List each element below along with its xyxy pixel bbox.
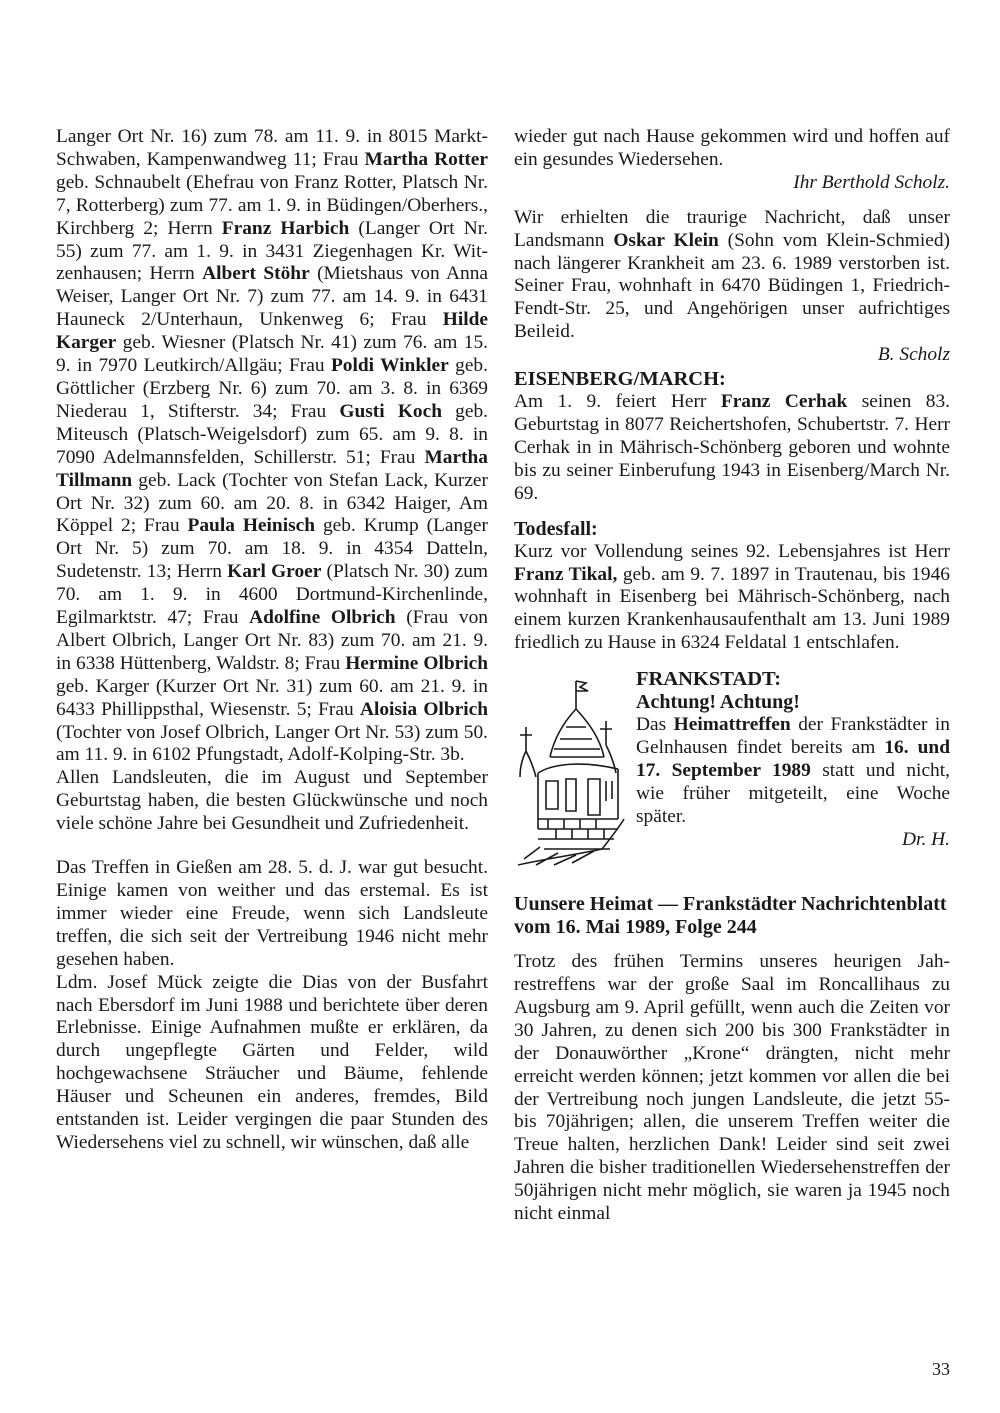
closing-signature: Ihr Berthold Scholz.: [793, 171, 950, 193]
church-tower-illustration: [514, 669, 628, 869]
page-number: 33: [932, 1359, 950, 1379]
text-run: (Platsch Nr. 30) zum 70. am 1. 9. in 4600 Dortmund-Kirchenlinde, Egilmarktstr. 47; Frau: [56, 561, 488, 629]
slides-report: Ldm. Josef Mück zeigte die Dias von der Busfahrt nach Ebersdorf im Juni 1988 und berichtete über deren Erlebnisse. Einige Aufnahmen mußte er erklären, da durch ungepflegte Gärten und Felder, wild hochgewachsene Sträucher und Bäume, fehlende Häuser und Scheunen ein anderes, fremdes, Bild entstanden ist. Leider vergingen die paar Stunden des Wiedersehens viel zu schnell, wir wünschen, daß alle: [56, 971, 488, 1153]
bold-name: Gusti Koch: [339, 400, 442, 422]
text-run: (Tochter von Josef Olbrich, Langer Ort Nr. 53) zum 50. am 11. 9. in 6102 Pfungstadt, Adolf-Kolping-Str. 3b.: [56, 721, 488, 766]
closing-paragraph: wieder gut nach Hause gekommen wird und hoffen auf ein gesundes Wiedersehen.: [514, 126, 950, 170]
bold-name: Oskar Klein: [613, 229, 719, 251]
birthday-list: [56, 126, 488, 767]
frankstadt-block: [514, 667, 950, 872]
text-run: geb. Schnaubelt (Ehefrau von Franz Rotter, Platsch Nr. 7, Rotterberg) zum 77. am 1. 9. in Büdingen/Oberhers., Kirchberg 2; Herrn: [56, 171, 488, 239]
bold-name: Albert Stöhr: [202, 263, 310, 285]
bold-name: Hermine Olbrich: [345, 652, 489, 674]
spacer: [56, 836, 488, 857]
bold-name: 16. und 17. September 1989: [636, 737, 950, 781]
frankstadt-attention: Achtung! Achtung!: [636, 691, 800, 714]
left-column: [56, 126, 488, 1155]
bold-name: Martha Tillmann: [56, 446, 488, 491]
eisenberg-heading: EISENBERG/MARCH:: [514, 368, 726, 391]
text-run: geb. Krump (Langer Ort Nr. 5) zum 70. am 18. 9. in 4354 Datteln, Sudetenstr. 13; Herrn: [56, 515, 488, 583]
flag-icon: [576, 681, 588, 709]
text-run: geb. Wiesner (Platsch Nr. 41) zum 76. am 15. 9. in 7970 Leutkirch/Allgäu; Frau: [56, 332, 488, 377]
spacer: [514, 655, 950, 667]
text-run: (Frau von Albert Olbrich, Langer Ort Nr. 83) zum 70. am 21. 9. in 6338 Hüttenberg, Waldstr. 8; Frau: [56, 607, 488, 674]
bold-name: Karl Groer: [227, 561, 322, 583]
text-run: Kurz vor Vollendung seines 92. Lebensjahres ist Herr: [514, 540, 950, 562]
side-cross-left: [520, 727, 536, 777]
bold-name: Hilde Karger: [56, 309, 488, 354]
frankstadt-signature: Dr. H.: [902, 828, 950, 850]
frankstadt-announcement: [636, 714, 950, 829]
spacer: [514, 872, 950, 893]
bold-name: Paula Heinisch: [187, 515, 316, 537]
spacer: [514, 195, 950, 207]
obituary-klein: [514, 207, 950, 344]
text-run: (Sohn vom Klein-Schmied) nach längerer Krankheit am 23. 6. 1989 verstorben ist. Seiner Frau, wohnhaft in 6470 Büdingen 1, Friedrich-Fendt-Str. 25, und Angehörigen unser aufrichtiges Beileid.: [514, 229, 950, 343]
bold-name: Franz Harbich: [221, 217, 350, 239]
text-run: geb. am 9. 7. 1897 in Trautenau, bis 1946 wohnhaft in Eisenberg bei Mährisch-Schönberg, nach einem kurzen Krankenhausaufenthalt am 13. Juni 1989 friedlich zu Hause in 6324 Feldatal 1 entschlafen.: [514, 563, 950, 654]
bold-name: Heimattreffen: [673, 714, 791, 736]
newsletter-heading: Uunsere Heimat — Frankstädter Nachrichtenblatt vom 16. Mai 1989, Folge 244: [514, 893, 947, 939]
text-run: statt und nicht, wie früher mitgeteilt, eine Woche später.: [636, 759, 950, 827]
bold-name: Franz Tikal,: [514, 563, 618, 585]
text-run: Wir erhielten die traurige Nachricht, daß unser Landsmann: [514, 206, 950, 251]
eisenberg-birthday: [514, 391, 950, 506]
bold-name: Martha Rotter: [364, 148, 488, 170]
text-run: (Langer Ort Nr. 55) zum 77. am 1. 9. in 3431 Ziegenhagen Kr. Witzenhausen; Herrn: [56, 217, 488, 285]
text-run: (Mietshaus von Anna Weiser, Langer Ort Nr. 7) zum 77. am 14. 9. in 6431 Hauneck 2/Unterhaun, Unkenweg 6; Frau: [56, 263, 489, 331]
text-run: Am 1. 9. feiert Herr: [514, 391, 721, 413]
bold-name: Franz Cerhak: [720, 391, 848, 413]
spacer: [514, 506, 950, 518]
right-column: [514, 126, 950, 1226]
text-run: seinen 83. Geburtstag in 8077 Reichertshofen, Schubertstr. 7. Herr Cerhak in in Mährisch-Schönberg geboren und wohnte bis zu seiner Einberufung 1943 in Eisenberg/March Nr. 69.: [514, 391, 950, 504]
death-heading: Todesfall:: [514, 517, 598, 540]
spacer: [514, 939, 950, 951]
text-run: Das: [636, 714, 674, 736]
birthday-greeting: Allen Landsleuten, die im August und September Geburtstag haben, die besten Glückwünsche und noch viele schöne Jahre bei Gesundheit und Zufriedenheit.: [56, 767, 488, 835]
newsletter-text: Trotz des frühen Termins unseres heurigen Jahrestreffens war der große Saal im Roncallihaus zu Augsburg am 9. April gefüllt, wenn auch die Zeiten vor 30 Jahren, zu denen sich 200 bis 300 Frankstädter in der Donauwörther „Krone“ drängten, nicht mehr erreicht werden können; jetzt kommen vor allen die bei der Vertreibung noch jungen Landsleute, die jetzt 55- bis 70jährigen; allen, die unserem Treffen weiter die Treue halten, herzlichen Dank! Leider sind seit zwei Jahren die bisher traditionellen Wiedersehenstreffen der 50jährigen nicht mehr möglich, sie waren ja 1945 noch nicht einmal: [514, 951, 950, 1225]
meeting-report: Das Treffen in Gießen am 28. 5. d. J. war gut besucht. Einige kamen von weither und das erstemal. Es ist immer wieder eine Freude, wenn sich Landsleute treffen, die sich seit der Vertreibung 1946 nicht mehr gesehen haben.: [56, 857, 488, 970]
frankstadt-heading: FRANKSTADT:: [636, 668, 782, 691]
hill-ground: [518, 819, 624, 865]
text-run: geb. Lack (Tochter von Stefan Lack, Kurzer Ort Nr. 32) zum 60. am 20. 8. in 6342 Haiger, Am Köppel 2; Frau: [56, 469, 488, 537]
death-notice: [514, 541, 950, 656]
bold-name: Aloisia Olbrich: [359, 698, 488, 720]
windows: [546, 779, 612, 815]
text-run: der Frankstädter in Gelnhausen findet bereits am: [636, 714, 950, 759]
text-run: Langer Ort Nr. 16) zum 78. am 11. 9. in 8015 Markt-Schwaben, Kampenwandweg 11; Frau: [56, 126, 488, 170]
text-run: geb. Göttlicher (Erzberg Nr. 6) zum 70. am 3. 8. in 6369 Niederau 1, Stifterstr. 34; Frau: [56, 355, 488, 422]
frankstadt-text: [636, 667, 950, 851]
bold-name: Adolfine Olbrich: [249, 607, 396, 629]
text-run: geb. Karger (Kurzer Ort Nr. 31) zum 60. am 21. 9. in 6433 Phillippsthal, Wiesenstr. 5; Frau: [56, 675, 488, 720]
bold-name: Poldi Winkler: [330, 355, 449, 377]
text-run: geb. Miteusch (Platsch-Weigelsdorf) zum 65. am 9. 8. in 7090 Adelmannsfelden, Schillerstr. 51; Frau: [56, 400, 488, 468]
obituary-signature: B. Scholz: [877, 344, 950, 366]
